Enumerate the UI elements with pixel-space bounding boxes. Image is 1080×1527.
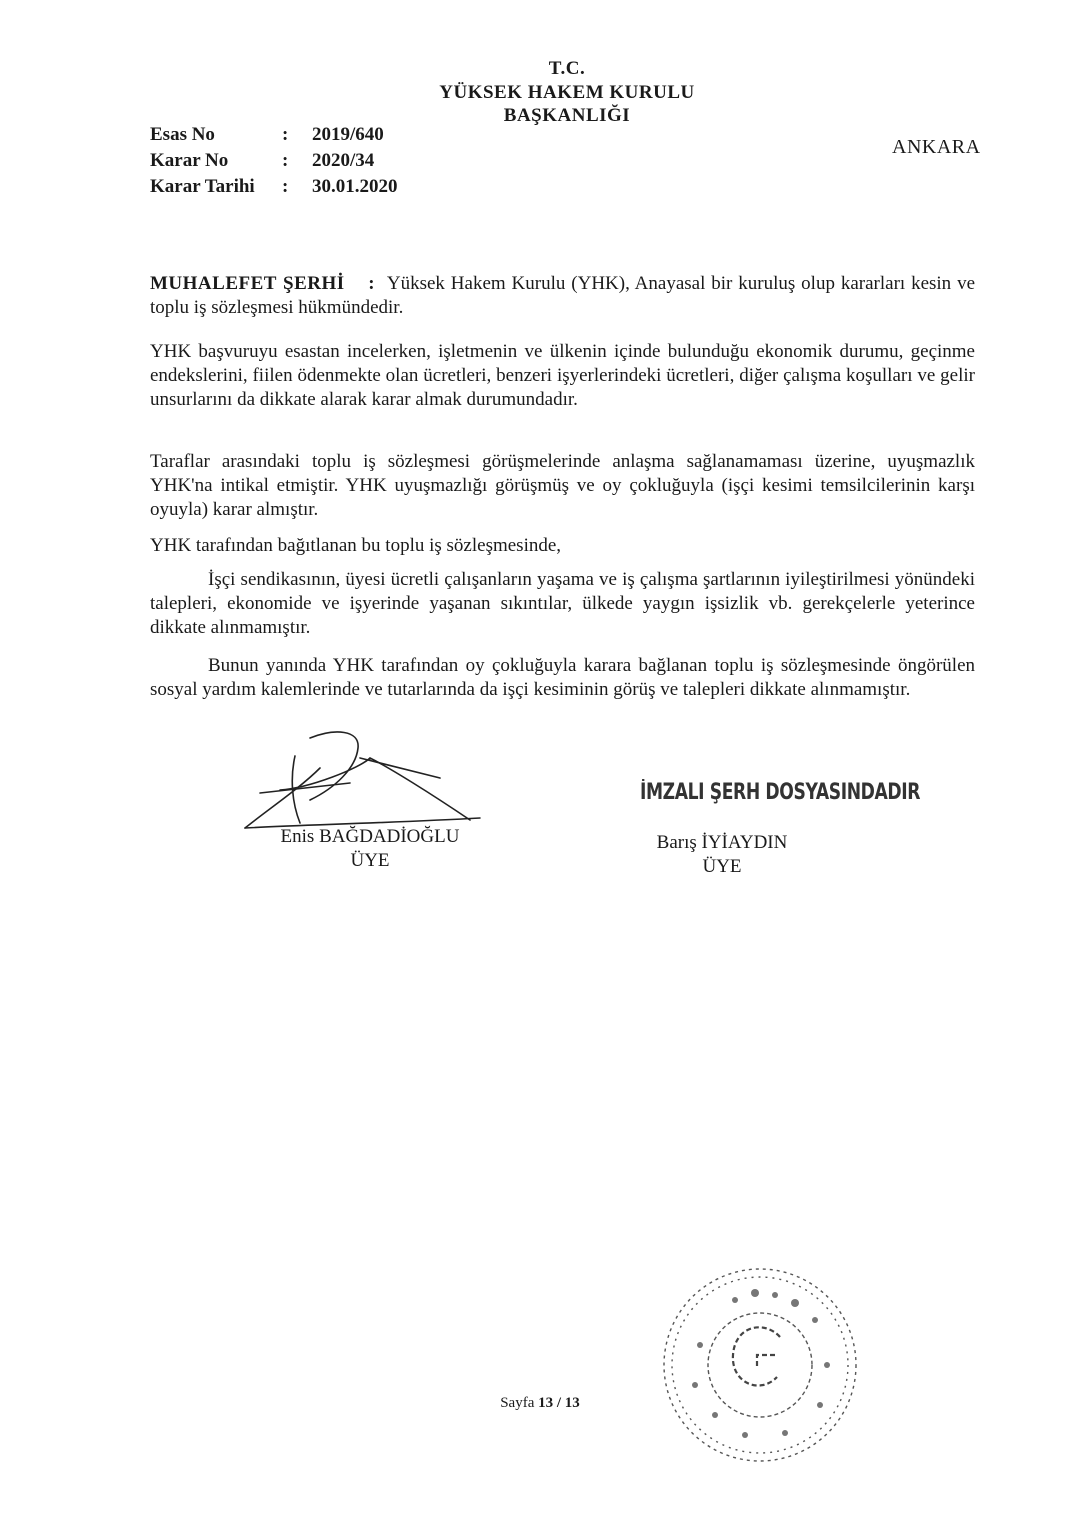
header-tc: T.C.: [548, 58, 586, 79]
paragraph-3: Taraflar arasındaki toplu iş sözleşmesi görüşmelerinde anlaşma sağlanamaması üzerine, uyuşmazlık YHK'na intikal etmiştir. YHK uyuşmazlığı görüşmüş ve oy çokluğuyla (işçi kesimi temsilcilerinin karşı oyuyla) karar almıştır.: [150, 451, 975, 520]
meta-label: Karar Tarihi: [150, 176, 255, 197]
meta-karar-no: Karar No : 2020/34: [150, 150, 375, 171]
meta-value: 2019/640: [312, 124, 384, 145]
official-seal-icon: [655, 1265, 865, 1465]
meta-esas-no: Esas No : 2019/640: [150, 124, 384, 145]
header-institution: YÜKSEK HAKEM KURULU: [439, 82, 695, 103]
page-count: 13 / 13: [538, 1395, 580, 1411]
right-signatory-title: ÜYE: [702, 856, 742, 877]
paragraph-1: MUHALEFET ŞERHİ : Yüksek Hakem Kurulu (YHK), Anayasal bir kuruluş olup kararları kesin ve toplu iş sözleşmesi hükmündedir.: [150, 273, 976, 318]
left-signatory-name: Enis BAĞDADİOĞLU: [280, 826, 460, 847]
header-presidency: BAŞKANLIĞI: [503, 105, 631, 126]
meta-value: 30.01.2020: [312, 176, 398, 197]
paragraph-1-text: Yüksek Hakem Kurulu (YHK), Anayasal bir kuruluş olup kararları kesin ve toplu iş sözleşmesi hükmündedir.: [150, 273, 976, 318]
right-signatory-name: Barış İYİAYDIN: [656, 832, 788, 853]
meta-karar-tarihi: Karar Tarihi : 30.01.2020: [150, 176, 398, 197]
meta-value: 2020/34: [312, 150, 375, 171]
meta-label: Esas No: [150, 124, 215, 145]
paragraph-2: YHK başvuruyu esastan incelerken, işletmenin ve ülkenin içinde bulunduğu ekonomik durumu, geçinme endekslerini, fiilen ödenmekte olan ücretleri, benzeri işyerlerindeki ücretleri, diğer çalışma koşulları ve gelir unsurlarını da dikkate alarak karar almak durumundadır.: [150, 341, 975, 410]
signed-dissent-stamp: İMZALI ŞERH DOSYASINDADIR: [640, 780, 921, 805]
paragraph-5: İşçi sendikasının, üyesi ücretli çalışanların yaşama ve iş çalışma şartlarının iyileştirilmesi yönündeki talepleri, ekonomide ve işyerinde yaşanan sıkıntılar, ülkede yaygın işsizlik vb. gerekçelerle yeterince dikkate alınmamıştır.: [150, 569, 975, 638]
paragraph-4: YHK tarafından bağıtlanan bu toplu iş sözleşmesinde,: [150, 535, 562, 556]
city-label: ANKARA: [892, 136, 981, 158]
paragraph-6: Bunun yanında YHK tarafından oy çokluğuyla karara bağlanan toplu iş sözleşmesinde öngörülen sosyal yardım kalemlerinde ve tutarlarında da işçi kesiminin görüş ve talepleri dikkate alınmamıştır.: [150, 655, 975, 700]
meta-label: Karar No: [150, 150, 229, 171]
left-signatory-title: ÜYE: [350, 850, 390, 871]
page-number: Sayfa 13 / 13: [500, 1395, 580, 1411]
dissent-title: MUHALEFET ŞERHİ: [150, 273, 345, 294]
